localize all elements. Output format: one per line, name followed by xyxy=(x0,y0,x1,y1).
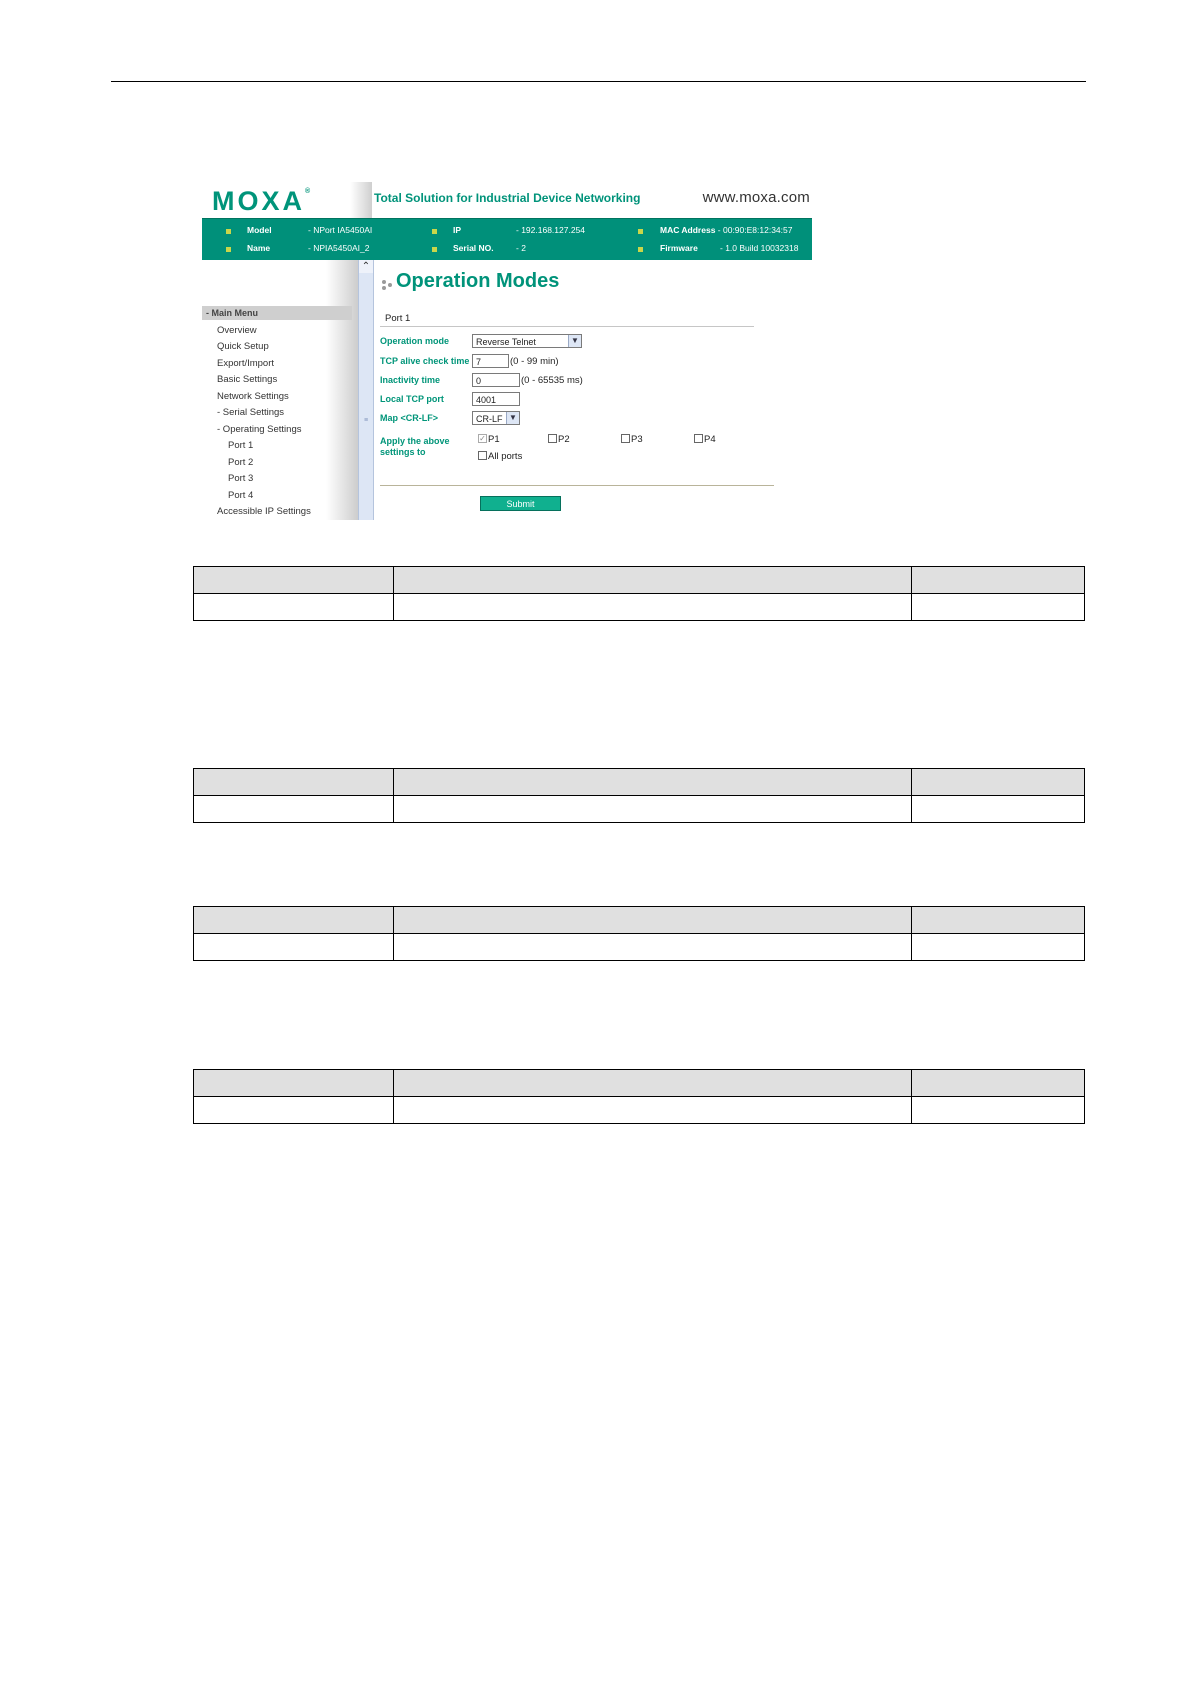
submit-button[interactable]: Submit xyxy=(480,496,561,511)
tagline: Total Solution for Industrial Device Networking xyxy=(374,191,641,205)
tcp-alive-input[interactable]: 7 xyxy=(472,354,509,368)
local-tcp-input[interactable]: 4001 xyxy=(472,392,520,406)
mac-value: - 00:90:E8:12:34:57 xyxy=(717,225,793,235)
bullet-icon xyxy=(226,229,231,234)
port-p3-label: P3 xyxy=(631,434,643,445)
parameter-table xyxy=(193,768,1085,823)
port-p2-checkbox[interactable] xyxy=(548,434,557,443)
form-divider xyxy=(380,485,774,486)
parameter-table xyxy=(193,906,1085,961)
sidebar-item-port-3[interactable]: Port 3 xyxy=(228,473,254,484)
sidebar-item-export-import[interactable]: Export/Import xyxy=(217,358,275,369)
inactivity-label: Inactivity time xyxy=(380,375,441,385)
sidebar-item-accessible-ip[interactable]: Accessible IP Settings xyxy=(217,506,311,517)
name-value: - NPIA5450AI_2 xyxy=(308,243,370,253)
inactivity-input[interactable]: 0 xyxy=(472,373,520,387)
serial-value: - 2 xyxy=(516,243,526,253)
port-p1-label: P1 xyxy=(488,434,500,445)
tcp-alive-hint: (0 - 99 min) xyxy=(510,356,559,367)
website-link[interactable]: www.moxa.com xyxy=(702,189,810,206)
all-ports-checkbox[interactable] xyxy=(478,451,487,460)
bullet-icon xyxy=(638,247,643,252)
sidebar-item-quick-setup[interactable]: Quick Setup xyxy=(217,341,269,352)
chevron-down-icon[interactable]: ▼ xyxy=(568,335,581,347)
operation-mode-select[interactable]: Reverse Telnet ▼ xyxy=(472,334,582,348)
banner xyxy=(202,182,812,218)
local-tcp-label: Local TCP port xyxy=(380,394,444,404)
header-rule xyxy=(111,81,1086,82)
apply-settings-label: Apply the above xyxy=(380,436,450,446)
scroll-up-icon[interactable]: ⌃ xyxy=(359,260,373,273)
main-menu-header[interactable]: - Main Menu xyxy=(202,306,352,320)
sidebar-item-port-1[interactable]: Port 1 xyxy=(228,440,254,451)
sidebar-item-port-4[interactable]: Port 4 xyxy=(228,490,254,501)
sidebar-scrollbar[interactable] xyxy=(358,260,374,520)
port-p4-label: P4 xyxy=(704,434,716,445)
port-p1-checkbox[interactable]: ✓ xyxy=(479,434,486,443)
device-info-bar: Model - NPort IA5450AI Name - NPIA5450AI_2 IP - 192.168.127.254 Serial NO. - 2 MAC Address - 00:90:E8:12:34:57 Firmware - 1.0 Build 10032318 xyxy=(202,218,812,261)
port-tab: Port 1 xyxy=(380,311,754,327)
map-crlf-label: Map <CR-LF> xyxy=(380,413,439,423)
bullet-icon xyxy=(226,247,231,252)
web-console-screenshot xyxy=(202,182,812,520)
bullet-icon xyxy=(432,229,437,234)
chevron-down-icon[interactable]: ▼ xyxy=(506,412,519,424)
main-content xyxy=(374,260,812,520)
sidebar-item-port-2[interactable]: Port 2 xyxy=(228,457,254,468)
tcp-alive-label: TCP alive check time xyxy=(380,356,470,366)
model-value: - NPort IA5450AI xyxy=(308,225,373,235)
port-p3-checkbox[interactable] xyxy=(621,434,630,443)
port-p2-label: P2 xyxy=(558,434,570,445)
sidebar-item-basic-settings[interactable]: Basic Settings xyxy=(217,374,278,385)
port-p4-checkbox[interactable] xyxy=(694,434,703,443)
page-title: Operation Modes xyxy=(396,270,560,292)
bullet-icon xyxy=(638,229,643,234)
sidebar-item-serial-settings[interactable]: - Serial Settings xyxy=(217,407,285,418)
all-ports-label: All ports xyxy=(488,451,523,462)
parameter-table xyxy=(193,1069,1085,1124)
bullet-icon xyxy=(432,247,437,252)
operation-mode-label: Operation mode xyxy=(380,336,450,346)
sidebar-item-overview[interactable]: Overview xyxy=(217,325,257,336)
firmware-value: - 1.0 Build 10032318 xyxy=(720,243,799,253)
apply-settings-label: settings to xyxy=(380,447,426,457)
sidebar-item-network-settings[interactable]: Network Settings xyxy=(217,391,289,402)
map-crlf-select[interactable]: CR-LF ▼ xyxy=(472,411,520,425)
title-dots-icon xyxy=(382,279,394,293)
moxa-logo: MOXA® xyxy=(212,186,311,216)
ip-value: - 192.168.127.254 xyxy=(516,225,586,235)
parameter-table xyxy=(193,566,1085,621)
sidebar-item-operating-settings[interactable]: - Operating Settings xyxy=(217,424,302,435)
scroll-grip-icon[interactable]: ≡ xyxy=(363,417,369,424)
inactivity-hint: (0 - 65535 ms) xyxy=(521,375,583,386)
